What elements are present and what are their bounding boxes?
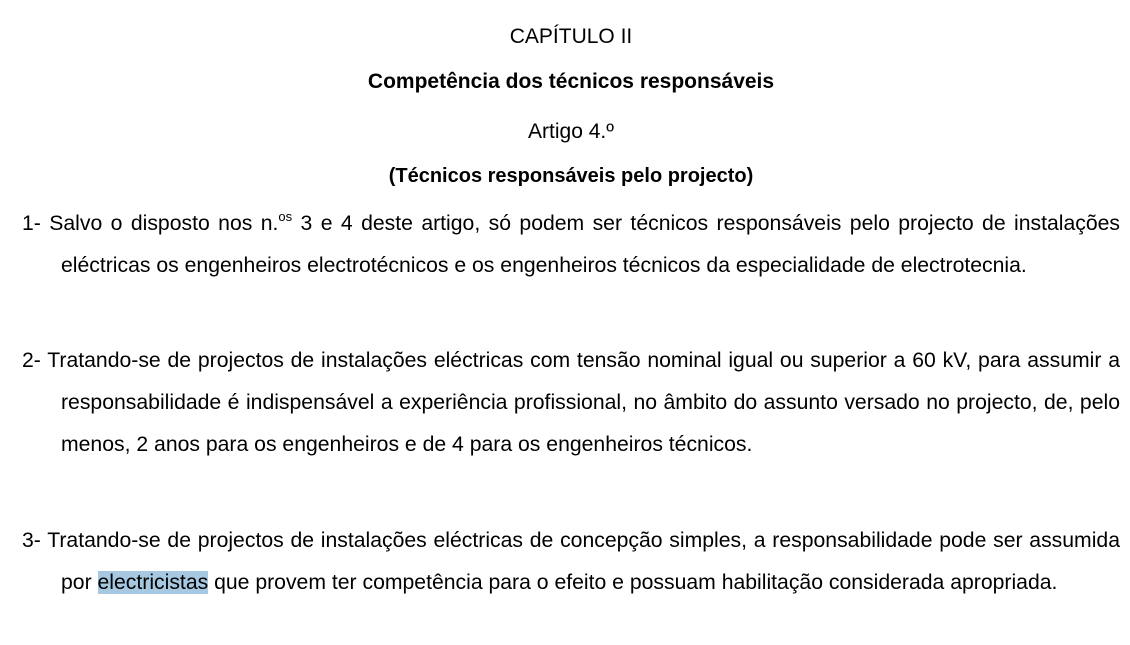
article-heading: Artigo 4.º xyxy=(528,120,614,143)
chapter-heading: CAPÍTULO II xyxy=(509,25,633,48)
paragraph-text[interactable]: Salvo o disposto nos n. xyxy=(49,212,279,235)
paragraph-1[interactable] xyxy=(22,203,1120,287)
paragraph-3[interactable] xyxy=(22,520,1120,604)
selected-text-highlight[interactable]: electricistas xyxy=(97,571,209,594)
paragraph-text[interactable]: Tratando-se de projectos de instalações eléctricas com tensão nominal igual ou superior a 60 kV, para assumir a responsabilidade é indispensável a experiência profissional, no âmbito do assunto versado no projecto, de, pelo menos, 2 anos para os engenheiros e de 4 para os engenheiros técnicos. xyxy=(47,349,1120,456)
paragraph-number: 1- xyxy=(22,212,41,235)
chapter-title: Competência dos técnicos responsáveis xyxy=(367,70,775,93)
paragraph-text[interactable]: que provem ter competência para o efeito e possuam habilitação considerada apropriada. xyxy=(208,571,1058,594)
paragraph-text[interactable]: Tratando-se de projectos de instalações eléctricas de concepção simples, a responsabilidade pode ser assumida por xyxy=(47,529,1120,594)
paragraph-text[interactable]: 3 e 4 deste artigo, só podem ser técnicos responsáveis pelo projecto de instalações eléctricas os engenheiros electrotécnicos e os engenheiros técnicos da especialidade de electrotecnia. xyxy=(61,212,1121,277)
paragraph-2[interactable] xyxy=(22,340,1120,466)
paragraph-number: 2- xyxy=(22,349,41,372)
superscript: os xyxy=(278,209,293,224)
article-title: (Técnicos responsáveis pelo projecto) xyxy=(388,165,754,187)
paragraph-number: 3- xyxy=(22,529,41,552)
